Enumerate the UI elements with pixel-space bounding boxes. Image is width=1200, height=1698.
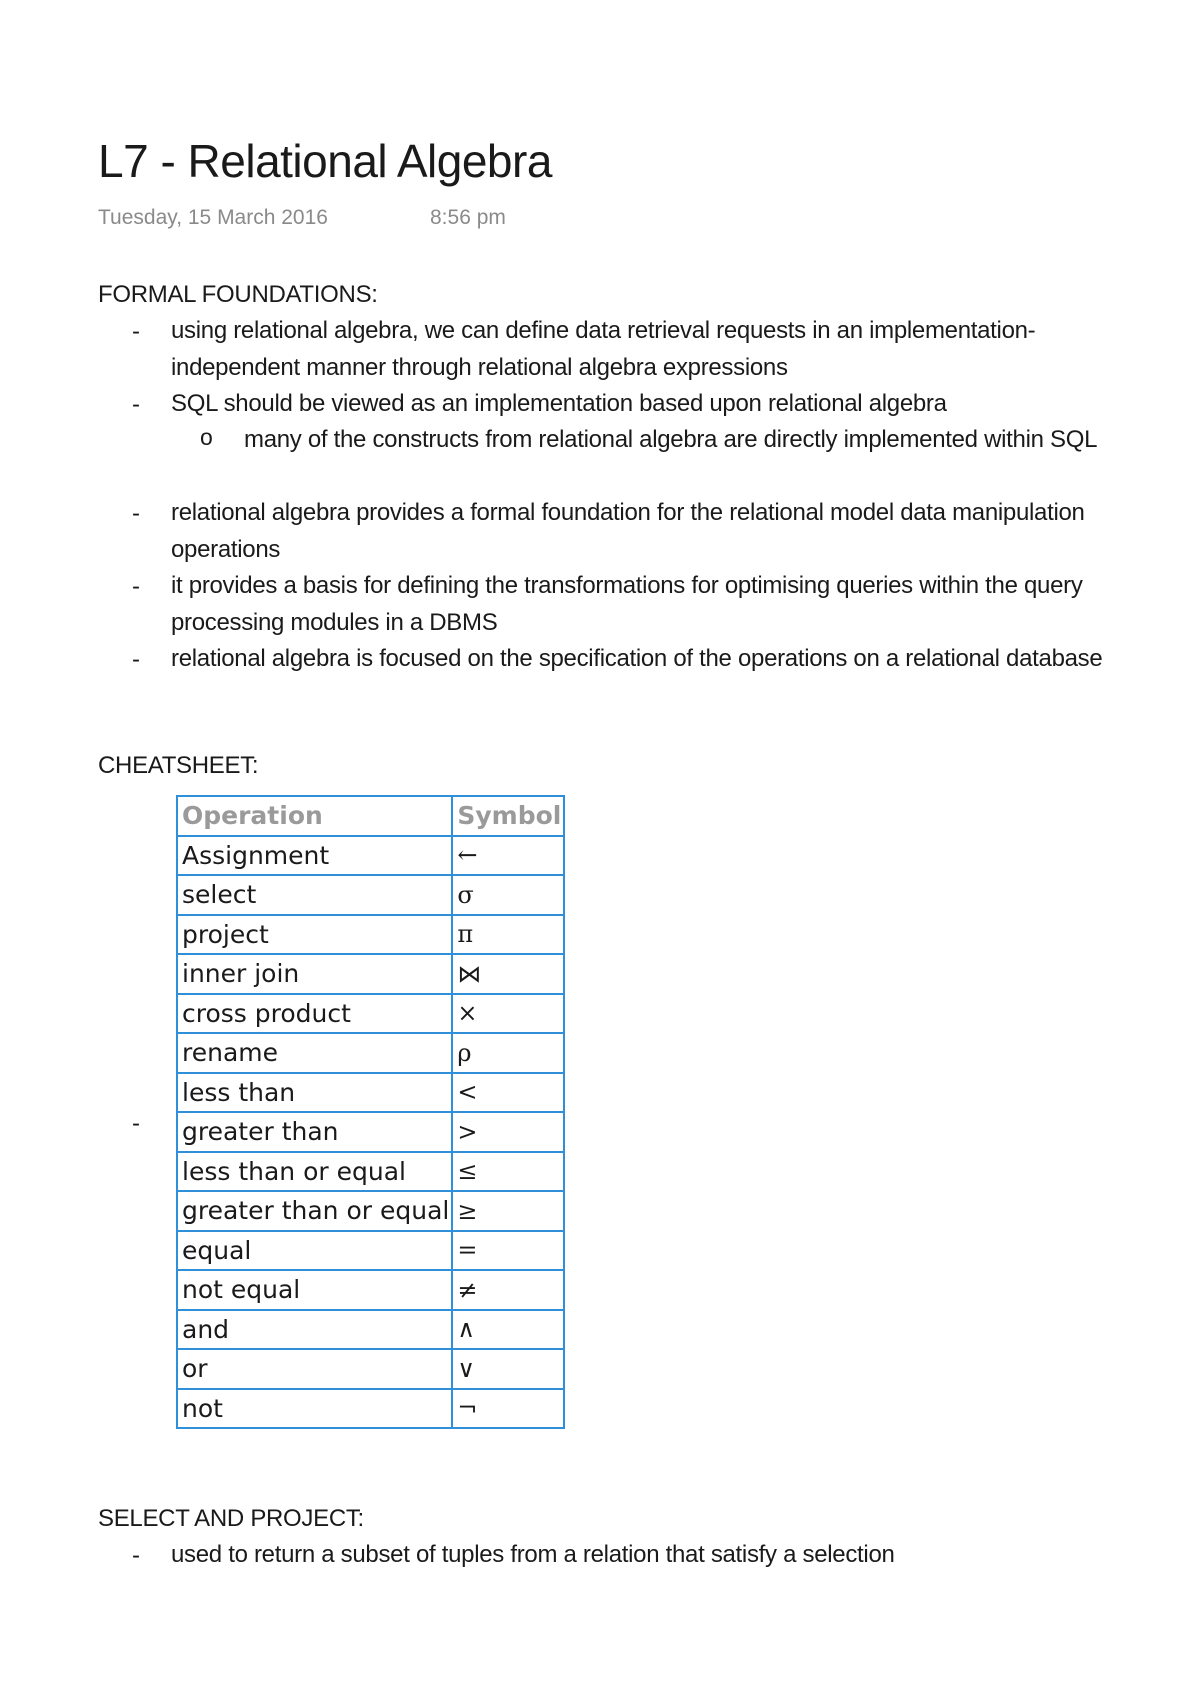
operation-cell: or xyxy=(177,1349,452,1389)
symbol-cell: = xyxy=(452,1231,564,1271)
operation-cell: greater than xyxy=(177,1112,452,1152)
page-timestamp xyxy=(98,206,506,230)
sub-list-item: many of the constructs from relational algebra are directly implemented within SQL xyxy=(244,426,1098,453)
bullet-marker: - xyxy=(132,1542,140,1569)
list-item: used to return a subset of tuples from a relation that satisfy a selection xyxy=(171,1541,895,1568)
list-item: relational algebra provides a formal foundation for the relational model data manipulation operations xyxy=(171,499,1085,563)
table-row xyxy=(177,915,564,955)
operation-cell: rename xyxy=(177,1033,452,1073)
select-and-project-heading: SELECT AND PROJECT: xyxy=(98,1505,364,1532)
operation-cell: not xyxy=(177,1389,452,1429)
symbol-cell: < xyxy=(452,1073,564,1113)
bullet-marker: - xyxy=(132,318,140,345)
column-header-symbol: Symbol xyxy=(452,796,564,836)
bullet-marker: - xyxy=(132,500,140,527)
bullet-marker: - xyxy=(132,391,140,418)
operation-cell: select xyxy=(177,875,452,915)
bullet-marker: - xyxy=(132,646,140,673)
list-item: SQL should be viewed as an implementation based upon relational algebra xyxy=(171,390,947,417)
symbol-cell: σ xyxy=(452,875,564,915)
symbol-cell: ≠ xyxy=(452,1270,564,1310)
page-title: L7 - Relational Algebra xyxy=(98,135,552,187)
sub-bullet-marker: o xyxy=(200,424,213,450)
operation-cell: equal xyxy=(177,1231,452,1271)
operation-cell: cross product xyxy=(177,994,452,1034)
table-row xyxy=(177,836,564,876)
symbol-cell: ρ xyxy=(452,1033,564,1073)
symbol-cell: π xyxy=(452,915,564,955)
symbol-cell: > xyxy=(452,1112,564,1152)
table-row xyxy=(177,1231,564,1271)
operation-cell: project xyxy=(177,915,452,955)
bullet-marker: - xyxy=(132,1110,140,1137)
table-header-row xyxy=(177,796,564,836)
list-item: it provides a basis for defining the transformations for optimising queries within the query processing modules in a DBMS xyxy=(171,572,1083,636)
table-row xyxy=(177,1112,564,1152)
operation-cell: less than or equal xyxy=(177,1152,452,1192)
symbol-cell: ∨ xyxy=(452,1349,564,1389)
cheatsheet-table-body xyxy=(177,836,564,1429)
table-row xyxy=(177,994,564,1034)
symbol-cell: ⋈ xyxy=(452,954,564,994)
symbol-cell: ≤ xyxy=(452,1152,564,1192)
table-row xyxy=(177,1033,564,1073)
formal-foundations-heading: FORMAL FOUNDATIONS: xyxy=(98,281,378,308)
table-row xyxy=(177,1349,564,1389)
bullet-marker: - xyxy=(132,573,140,600)
operation-cell: inner join xyxy=(177,954,452,994)
table-row xyxy=(177,1191,564,1231)
symbol-cell: ← xyxy=(452,836,564,876)
page-date: Tuesday, 15 March 2016 xyxy=(98,206,328,229)
table-row xyxy=(177,1152,564,1192)
cheatsheet-table xyxy=(176,795,565,1429)
table-row xyxy=(177,1073,564,1113)
operation-cell: and xyxy=(177,1310,452,1350)
operation-cell: less than xyxy=(177,1073,452,1113)
table-row xyxy=(177,954,564,994)
table-row xyxy=(177,875,564,915)
table-row xyxy=(177,1389,564,1429)
list-item: relational algebra is focused on the specification of the operations on a relational database xyxy=(171,645,1103,672)
symbol-cell: × xyxy=(452,994,564,1034)
symbol-cell: ¬ xyxy=(452,1389,564,1429)
page-time: 8:56 pm xyxy=(430,206,506,229)
operation-cell: Assignment xyxy=(177,836,452,876)
cheatsheet-heading: CHEATSHEET: xyxy=(98,752,259,779)
symbol-cell: ∧ xyxy=(452,1310,564,1350)
symbol-cell: ≥ xyxy=(452,1191,564,1231)
column-header-operation: Operation xyxy=(177,796,452,836)
table-row xyxy=(177,1270,564,1310)
list-item: using relational algebra, we can define data retrieval requests in an implementation-independent manner through relational algebra expressions xyxy=(171,317,1036,381)
operation-cell: not equal xyxy=(177,1270,452,1310)
operation-cell: greater than or equal xyxy=(177,1191,452,1231)
table-row xyxy=(177,1310,564,1350)
